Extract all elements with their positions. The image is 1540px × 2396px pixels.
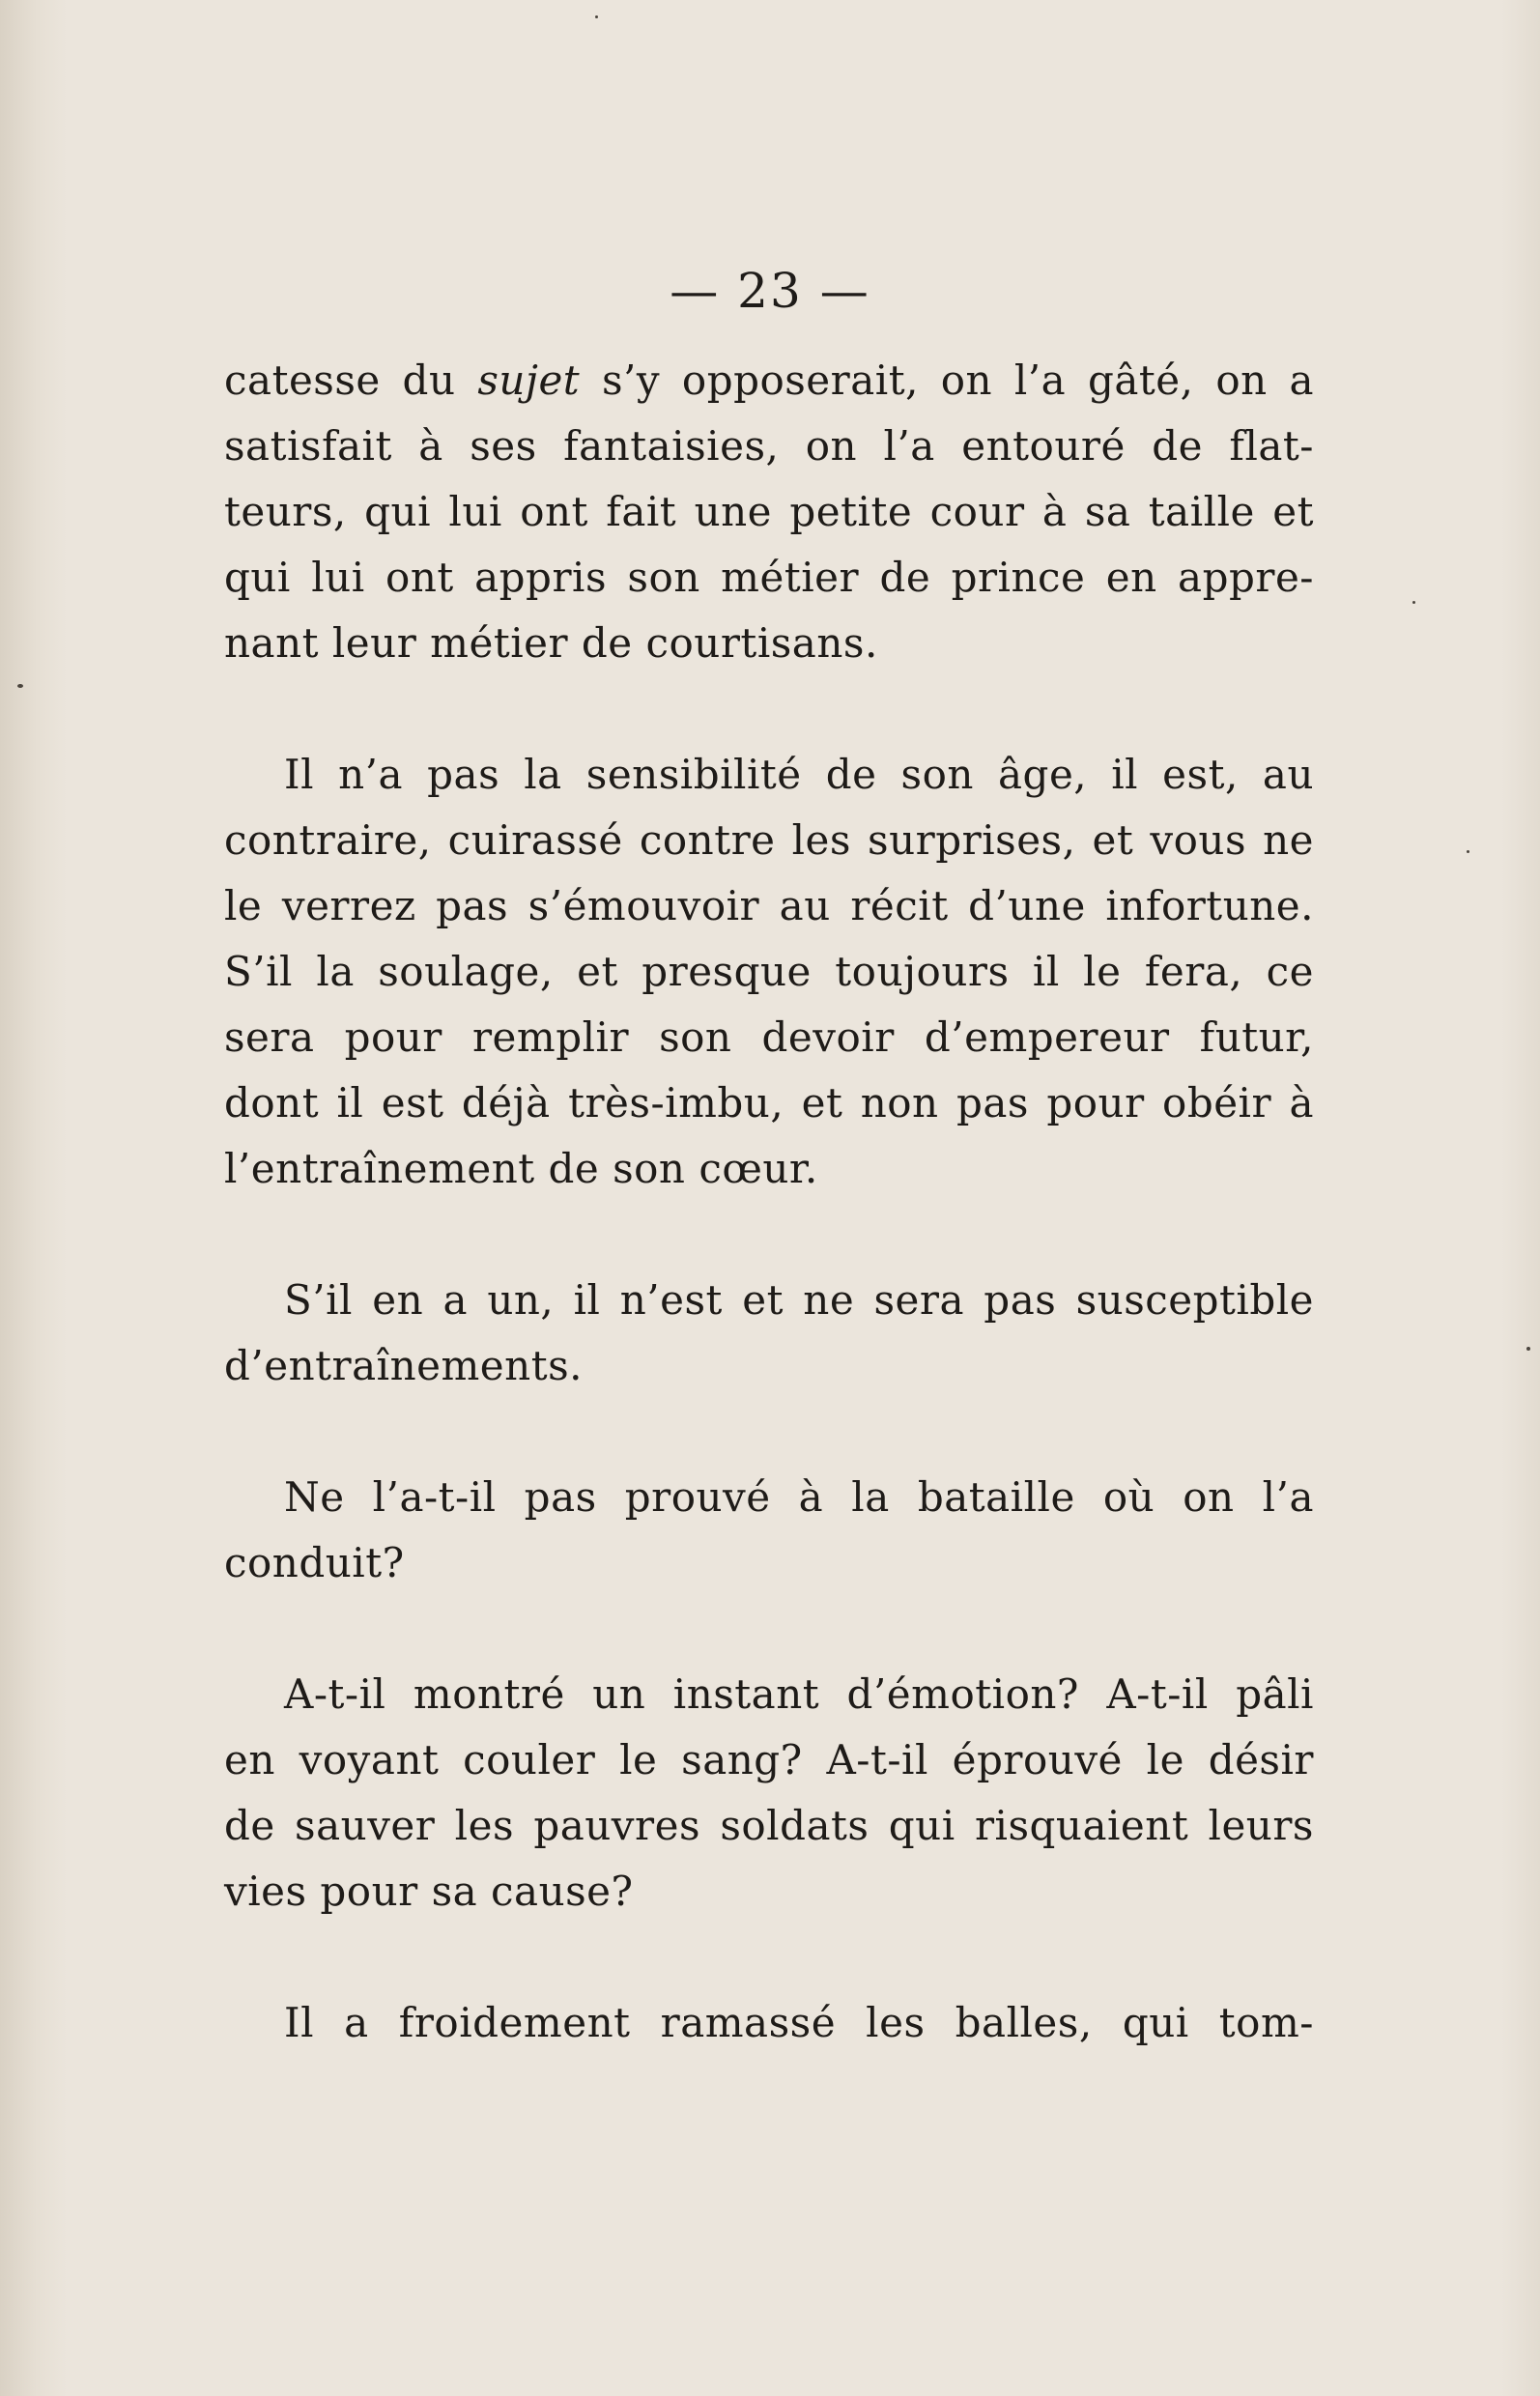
- text-line: S’il en a un, il n’est et ne sera pas susceptible: [284, 1276, 1314, 1324]
- text-line: Il n’a pas la sensibilité de son âge, il est, au: [284, 751, 1314, 798]
- text-line: d’entraînements.: [224, 1342, 583, 1389]
- text-line: sera pour remplir son devoir d’empereur futur,: [224, 1013, 1314, 1061]
- text-line: A-t-il montré un instant d’émotion? A-t-il pâli: [284, 1670, 1314, 1718]
- paragraph: [224, 1990, 1314, 2056]
- page-edge-shadow: [1501, 0, 1540, 2396]
- text-line: le verrez pas s’émouvoir au récit d’une infortune.: [224, 882, 1314, 929]
- text-line: vies pour sa cause?: [224, 1868, 634, 1915]
- paragraph: [224, 1465, 1314, 1596]
- paragraph: [224, 348, 1314, 676]
- page-number: — 23 —: [670, 263, 870, 319]
- paper-speck: [595, 15, 598, 18]
- text-line: contraire, cuirassé contre les surprises, et vous ne: [224, 816, 1314, 864]
- text-line: qui lui ont appris son métier de prince en appre-: [224, 554, 1314, 601]
- body-text: [224, 348, 1314, 2122]
- text-line: dont il est déjà très-imbu, et non pas pour obéir à: [224, 1079, 1314, 1127]
- text-line: S’il la soulage, et presque toujours il le fera, ce: [224, 948, 1314, 995]
- text-line: satisfait à ses fantaisies, on l’a entouré de flat-: [224, 422, 1314, 470]
- text-line: en voyant couler le sang? A-t-il éprouvé le désir: [224, 1736, 1314, 1783]
- text-line: Ne l’a-t-il pas prouvé à la bataille où on l’a: [284, 1473, 1314, 1521]
- text-line: Il a froidement ramassé les balles, qui tom-: [284, 1999, 1314, 2046]
- paragraph: [224, 1268, 1314, 1399]
- paper-speck: [1467, 850, 1469, 853]
- text-line: teurs, qui lui ont fait une petite cour à sa taille et: [224, 488, 1314, 535]
- text-line: nant leur métier de courtisans.: [224, 619, 878, 667]
- text-line: catesse du sujet s’y opposerait, on l’a gâté, on a: [224, 357, 1314, 404]
- page-gutter-shadow: [0, 0, 68, 2396]
- text-line: de sauver les pauvres soldats qui risquaient leurs: [224, 1802, 1314, 1849]
- text-line: conduit?: [224, 1539, 405, 1586]
- text-line: l’entraînement de son cœur.: [224, 1145, 818, 1192]
- paper-speck: [1526, 1347, 1530, 1351]
- paragraph: [224, 1662, 1314, 1925]
- paper-speck: [17, 684, 23, 688]
- paper-speck: [1412, 601, 1415, 604]
- paragraph: [224, 742, 1314, 1202]
- italic-word: sujet: [477, 357, 581, 404]
